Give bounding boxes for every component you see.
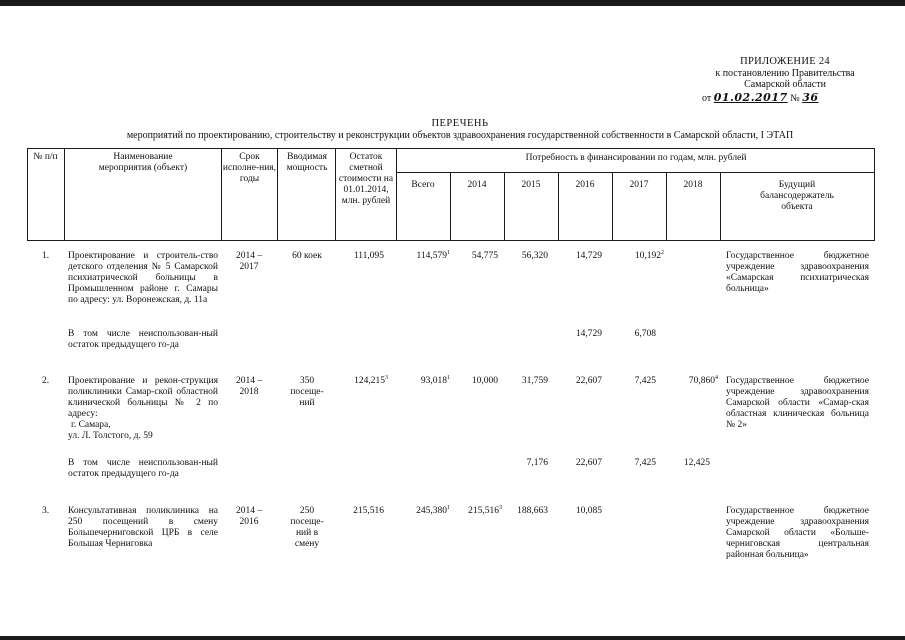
grid-line	[720, 172, 721, 240]
header-num: № п/п	[33, 152, 58, 162]
grid-line	[64, 148, 65, 240]
row-total: 114,579$^1$	[416, 249, 450, 261]
row-term: 2014 – 2016	[235, 506, 263, 527]
grid-line	[277, 148, 278, 240]
scan-bottom-border	[0, 636, 905, 640]
row-name-street: ул. Л. Толстого, д. 59	[68, 431, 153, 441]
grid-line	[27, 240, 875, 241]
row-2016: 10,085	[575, 506, 602, 516]
appendix-line1: к постановлению Правительства	[715, 67, 855, 79]
handwritten-number: 36	[802, 90, 819, 104]
row-capacity: 350 посеще-ний	[290, 376, 324, 408]
header-holder: Будущий балансодержатель объекта	[760, 180, 834, 212]
subrow-2016: 14,729	[575, 329, 602, 339]
row-num: 2.	[42, 376, 50, 386]
appendix-block	[690, 56, 880, 104]
row-2015: 31,759	[521, 376, 548, 386]
grid-line	[396, 148, 397, 240]
subrow-name: В том числе неиспользован-ный остаток предыдущего го-да	[68, 458, 218, 479]
handwritten-date: 01.02.2017	[713, 90, 788, 104]
row-name: Консультативная поликлиника на 250 посещений в смену Большечерниговской ЦРБ в селе Большая Черниговка	[68, 506, 218, 549]
header-name: Наименование мероприятия (объект)	[98, 152, 188, 173]
row-term: 2014 – 2018	[235, 376, 263, 397]
header-2018: 2018	[683, 180, 703, 190]
row-holder: Государственное бюджетное учреждение здравоохранения «Самарская психиатрическая больница»	[726, 251, 869, 294]
row-holder: Государственное бюджетное учреждение здравоохранения Самарской области «Самар-ская областная клиническая больница № 2»	[726, 376, 869, 430]
row-capacity: 250 посеще-ний в смену	[290, 506, 324, 549]
subrow-name: В том числе неиспользован-ный остаток предыдущего го-да	[68, 329, 218, 350]
row-2014: 10,000	[471, 376, 498, 386]
appendix-title: ПРИЛОЖЕНИЕ 24	[740, 56, 830, 67]
row-remainder: 124,215$^3$	[354, 374, 388, 386]
grid-line	[396, 172, 875, 173]
row-2016: 14,729	[575, 251, 602, 261]
appendix-date-line	[690, 92, 880, 105]
header-financing: Потребность в финансировании по годам, млн. рублей	[525, 153, 747, 163]
grid-line	[27, 148, 875, 149]
row-2015: 56,320	[521, 251, 548, 261]
header-remainder: Остаток сметной стоимости на 01.01.2014, млн. рублей	[338, 152, 394, 206]
row-num: 3.	[42, 506, 50, 516]
appendix-line2: Самарской области	[744, 79, 826, 90]
subrow-2018: 12,425	[683, 458, 710, 468]
scan-top-border	[0, 0, 905, 6]
date-prefix: от	[702, 92, 712, 104]
header-term: Срок исполне-ния, годы	[222, 152, 277, 184]
grid-line	[335, 148, 336, 240]
subrow-2015: 7,176	[526, 458, 548, 468]
row-term: 2014 – 2017	[235, 251, 263, 272]
header-total: Всего	[411, 180, 435, 190]
row-2014: 215,516$^3$	[468, 504, 502, 516]
row-total: 93,018$^1$	[420, 374, 450, 386]
row-2015: 188,663	[517, 506, 548, 516]
row-remainder: 111,095	[353, 251, 384, 261]
header-2015: 2015	[521, 180, 541, 190]
row-2018: 70,860$^4$	[688, 374, 718, 386]
row-2016: 22,607	[575, 376, 602, 386]
header-2016: 2016	[575, 180, 595, 190]
row-holder: Государственное бюджетное учреждение здравоохранения Самарской области «Больше-черниговская центральная районная больница»	[726, 506, 869, 560]
grid-line	[874, 148, 875, 240]
row-num: 1.	[42, 251, 50, 261]
row-2017: 7,425	[634, 376, 656, 386]
heading-title: ПЕРЕЧЕНЬ	[431, 118, 489, 129]
header-capacity: Вводимая мощность	[286, 152, 328, 173]
heading-subtitle: мероприятий по проектированию, строительству и реконструкции объектов здравоохранения государственной собственности в Самарской области, I ЭТАП	[126, 129, 794, 141]
row-name: Проектирование и строитель-ство детского отделения № 5 Самарской психиатрической больницы в Промышленном районе г. Самары по адресу: ул. Воронежская, д. 11а	[68, 251, 218, 305]
subrow-2016: 22,607	[575, 458, 602, 468]
header-2014: 2014	[467, 180, 487, 190]
subrow-2017: 6,708	[634, 329, 656, 339]
document-heading	[60, 118, 860, 141]
row-2014: 54,775	[471, 251, 498, 261]
row-2017: 10,192$^2$	[634, 249, 664, 261]
row-total: 245,380$^1$	[416, 504, 450, 516]
row-name: Проектирование и рекон-струкция поликлиники Самар-ской областной клинической больницы № 2 по адресу:	[68, 376, 218, 419]
row-remainder: 215,516	[353, 506, 384, 516]
header-2017: 2017	[629, 180, 649, 190]
row-capacity: 60 коек	[292, 251, 322, 261]
number-prefix: №	[790, 92, 800, 104]
subrow-2017: 7,425	[634, 458, 656, 468]
row-name-city: г. Самара,	[71, 420, 111, 430]
